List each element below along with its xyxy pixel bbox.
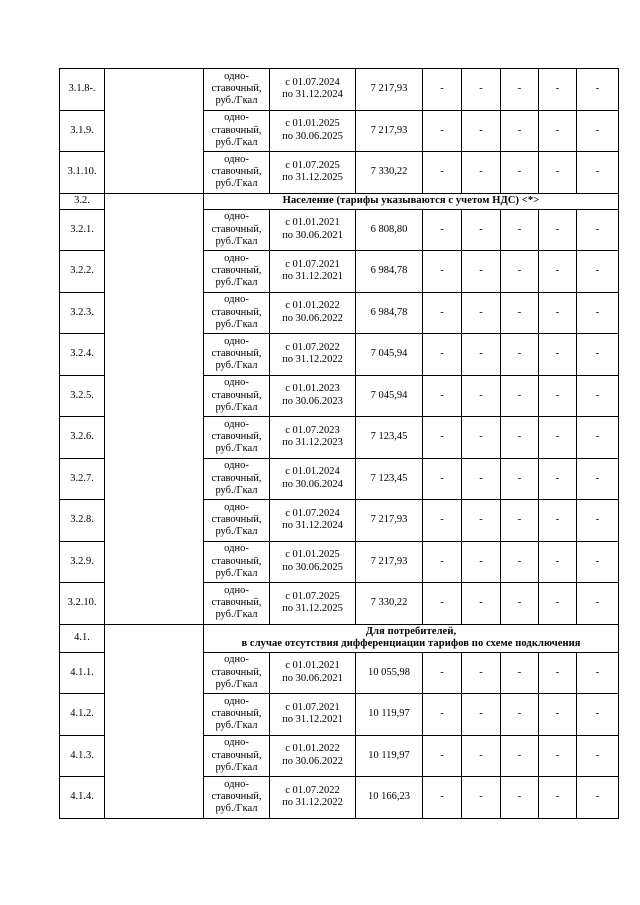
empty-value-cell: - [539, 694, 577, 736]
unit-cell [204, 334, 270, 376]
unit-line: одно- [224, 543, 249, 555]
unit-line: ставочный, [211, 555, 262, 567]
row-code-cell: 3.2.7. [60, 458, 105, 500]
tariff-value-cell: 7 217,93 [356, 500, 423, 542]
period-to: по 31.12.2023 [282, 437, 343, 449]
tariff-value-cell: 7 217,93 [356, 69, 423, 111]
empty-value-cell: - [539, 334, 577, 376]
period-to: по 31.12.2024 [282, 520, 343, 532]
section-title-line: в случае отсутствия дифференциации тарифов по схеме подключения [241, 638, 581, 649]
empty-value-cell: - [577, 583, 619, 625]
empty-value-cell: - [539, 652, 577, 694]
empty-value-cell: - [501, 152, 539, 194]
period-from: с 01.01.2024 [285, 466, 340, 478]
period-from: с 01.07.2024 [285, 507, 340, 519]
unit-line: руб./Гкал [215, 235, 258, 247]
empty-value-cell: - [423, 209, 462, 251]
empty-value-cell: - [539, 110, 577, 152]
empty-value-cell: - [423, 694, 462, 736]
empty-value-cell: - [577, 334, 619, 376]
unit-line: руб./Гкал [215, 178, 258, 190]
row-code-cell: 3.2.3. [60, 292, 105, 334]
period-to: по 31.12.2024 [282, 89, 343, 101]
period-from: с 01.01.2025 [285, 118, 340, 130]
tariff-value-cell: 10 166,23 [356, 777, 423, 819]
unit-line: ставочный, [211, 83, 262, 95]
empty-value-cell: - [462, 251, 501, 293]
period-cell [270, 334, 356, 376]
row-code-cell: 4.1.4. [60, 777, 105, 819]
empty-value-cell: - [423, 500, 462, 542]
unit-line: ставочный, [211, 472, 262, 484]
period-to: по 31.12.2025 [282, 172, 343, 184]
row-code-cell: 3.2.5. [60, 375, 105, 417]
empty-value-cell: - [539, 583, 577, 625]
period-to: по 30.06.2023 [282, 395, 343, 407]
empty-value-cell: - [539, 735, 577, 777]
tariff-value-cell: 6 984,78 [356, 292, 423, 334]
empty-value-cell: - [423, 334, 462, 376]
period-cell [270, 458, 356, 500]
unit-line: ставочный, [211, 749, 262, 761]
period-cell [270, 251, 356, 293]
empty-value-cell: - [577, 500, 619, 542]
empty-value-cell: - [423, 735, 462, 777]
row-code-cell: 3.1.10. [60, 152, 105, 194]
unit-line: ставочный, [211, 597, 262, 609]
empty-value-cell: - [577, 735, 619, 777]
period-to: по 31.12.2022 [282, 354, 343, 366]
unit-line: одно- [224, 377, 249, 389]
unit-cell [204, 500, 270, 542]
unit-line: одно- [224, 460, 249, 472]
tariff-value-cell: 7 123,45 [356, 458, 423, 500]
empty-value-cell: - [539, 541, 577, 583]
period-to: по 31.12.2025 [282, 603, 343, 615]
section-title [204, 624, 619, 652]
empty-value-cell: - [462, 735, 501, 777]
row-code-cell: 3.1.8-. [60, 69, 105, 111]
period-cell [270, 417, 356, 459]
unit-line: одно- [224, 335, 249, 347]
empty-value-cell: - [577, 110, 619, 152]
unit-cell [204, 777, 270, 819]
period-from: с 01.07.2021 [285, 701, 340, 713]
period-to: по 30.06.2025 [282, 130, 343, 142]
empty-value-cell: - [462, 69, 501, 111]
empty-value-cell: - [577, 417, 619, 459]
empty-value-cell: - [501, 209, 539, 251]
period-from: с 01.01.2025 [285, 549, 340, 561]
consumer-group-cell [105, 69, 204, 194]
unit-cell [204, 292, 270, 334]
section-code-cell: 3.2. [60, 193, 105, 209]
period-to: по 30.06.2021 [282, 229, 343, 241]
unit-line: ставочный, [211, 166, 262, 178]
empty-value-cell: - [423, 777, 462, 819]
empty-value-cell: - [501, 334, 539, 376]
empty-value-cell: - [462, 500, 501, 542]
empty-value-cell: - [423, 110, 462, 152]
row-code-cell: 3.2.9. [60, 541, 105, 583]
empty-value-cell: - [501, 694, 539, 736]
unit-line: ставочный, [211, 666, 262, 678]
empty-value-cell: - [462, 292, 501, 334]
empty-value-cell: - [539, 417, 577, 459]
period-cell [270, 541, 356, 583]
period-to: по 31.12.2021 [282, 714, 343, 726]
empty-value-cell: - [539, 375, 577, 417]
period-to: по 30.06.2021 [282, 672, 343, 684]
unit-cell [204, 209, 270, 251]
unit-cell [204, 152, 270, 194]
unit-cell [204, 110, 270, 152]
unit-line: одно- [224, 294, 249, 306]
row-code-cell: 3.1.9. [60, 110, 105, 152]
unit-line: ставочный, [211, 791, 262, 803]
unit-line: руб./Гкал [215, 678, 258, 690]
unit-line: руб./Гкал [215, 761, 258, 773]
unit-line: ставочный, [211, 223, 262, 235]
period-to: по 30.06.2022 [282, 755, 343, 767]
empty-value-cell: - [577, 292, 619, 334]
unit-cell [204, 251, 270, 293]
unit-cell [204, 69, 270, 111]
empty-value-cell: - [577, 652, 619, 694]
period-cell [270, 735, 356, 777]
period-cell [270, 110, 356, 152]
unit-cell [204, 458, 270, 500]
consumer-group-cell [105, 193, 204, 624]
period-cell [270, 583, 356, 625]
empty-value-cell: - [462, 777, 501, 819]
tariff-value-cell: 7 045,94 [356, 334, 423, 376]
period-to: по 30.06.2022 [282, 312, 343, 324]
unit-line: одно- [224, 778, 249, 790]
empty-value-cell: - [423, 152, 462, 194]
row-code-cell: 4.1.1. [60, 652, 105, 694]
unit-line: руб./Гкал [215, 526, 258, 538]
unit-line: одно- [224, 501, 249, 513]
empty-value-cell: - [539, 251, 577, 293]
empty-value-cell: - [501, 500, 539, 542]
period-from: с 01.07.2022 [285, 341, 340, 353]
tariff-value-cell: 6 984,78 [356, 251, 423, 293]
tariff-value-cell: 10 119,97 [356, 735, 423, 777]
empty-value-cell: - [501, 69, 539, 111]
unit-line: ставочный, [211, 389, 262, 401]
empty-value-cell: - [423, 652, 462, 694]
unit-line: руб./Гкал [215, 318, 258, 330]
unit-line: руб./Гкал [215, 136, 258, 148]
empty-value-cell: - [462, 334, 501, 376]
unit-line: одно- [224, 418, 249, 430]
table-row [60, 69, 619, 111]
unit-line: руб./Гкал [215, 443, 258, 455]
empty-value-cell: - [539, 458, 577, 500]
row-code-cell: 3.2.6. [60, 417, 105, 459]
unit-line: ставочный, [211, 431, 262, 443]
period-from: с 01.01.2022 [285, 300, 340, 312]
empty-value-cell: - [462, 694, 501, 736]
unit-line: руб./Гкал [215, 95, 258, 107]
period-to: по 30.06.2024 [282, 478, 343, 490]
unit-line: одно- [224, 737, 249, 749]
unit-line: одно- [224, 211, 249, 223]
unit-cell [204, 694, 270, 736]
unit-line: руб./Гкал [215, 401, 258, 413]
empty-value-cell: - [423, 541, 462, 583]
empty-value-cell: - [462, 110, 501, 152]
unit-cell [204, 652, 270, 694]
empty-value-cell: - [501, 417, 539, 459]
tariff-value-cell: 10 119,97 [356, 694, 423, 736]
period-from: с 01.07.2025 [285, 159, 340, 171]
unit-cell [204, 375, 270, 417]
empty-value-cell: - [462, 541, 501, 583]
row-code-cell: 3.2.10. [60, 583, 105, 625]
empty-value-cell: - [462, 458, 501, 500]
period-cell [270, 292, 356, 334]
unit-line: ставочный, [211, 124, 262, 136]
row-code-cell: 3.2.4. [60, 334, 105, 376]
empty-value-cell: - [501, 777, 539, 819]
empty-value-cell: - [462, 375, 501, 417]
unit-line: одно- [224, 695, 249, 707]
row-code-cell: 4.1.2. [60, 694, 105, 736]
empty-value-cell: - [501, 458, 539, 500]
unit-line: руб./Гкал [215, 567, 258, 579]
unit-line: руб./Гкал [215, 803, 258, 815]
empty-value-cell: - [577, 209, 619, 251]
empty-value-cell: - [577, 777, 619, 819]
row-code-cell: 3.2.8. [60, 500, 105, 542]
tariff-value-cell: 6 808,80 [356, 209, 423, 251]
empty-value-cell: - [501, 541, 539, 583]
period-from: с 01.01.2021 [285, 660, 340, 672]
period-from: с 01.01.2021 [285, 217, 340, 229]
empty-value-cell: - [423, 375, 462, 417]
empty-value-cell: - [539, 69, 577, 111]
unit-line: руб./Гкал [215, 360, 258, 372]
unit-line: ставочный, [211, 306, 262, 318]
empty-value-cell: - [577, 251, 619, 293]
section-row [60, 193, 619, 209]
empty-value-cell: - [501, 292, 539, 334]
unit-line: руб./Гкал [215, 720, 258, 732]
period-cell [270, 152, 356, 194]
empty-value-cell: - [423, 417, 462, 459]
period-cell [270, 694, 356, 736]
consumer-group-cell [105, 624, 204, 818]
tariff-value-cell: 7 217,93 [356, 541, 423, 583]
empty-value-cell: - [423, 251, 462, 293]
tariff-value-cell: 7 330,22 [356, 152, 423, 194]
period-from: с 01.07.2023 [285, 424, 340, 436]
empty-value-cell: - [539, 292, 577, 334]
section-row [60, 624, 619, 652]
row-code-cell: 3.2.2. [60, 251, 105, 293]
empty-value-cell: - [462, 583, 501, 625]
period-to: по 30.06.2025 [282, 561, 343, 573]
period-cell [270, 375, 356, 417]
section-title: Население (тарифы указываются с учетом НДС) <*> [204, 193, 619, 209]
unit-cell [204, 583, 270, 625]
unit-line: ставочный, [211, 348, 262, 360]
empty-value-cell: - [462, 417, 501, 459]
unit-cell [204, 417, 270, 459]
unit-cell [204, 735, 270, 777]
unit-line: одно- [224, 70, 249, 82]
unit-line: ставочный, [211, 265, 262, 277]
empty-value-cell: - [577, 375, 619, 417]
empty-value-cell: - [423, 69, 462, 111]
empty-value-cell: - [577, 69, 619, 111]
period-from: с 01.07.2025 [285, 590, 340, 602]
empty-value-cell: - [423, 292, 462, 334]
unit-line: одно- [224, 153, 249, 165]
empty-value-cell: - [501, 583, 539, 625]
empty-value-cell: - [462, 209, 501, 251]
unit-line: одно- [224, 654, 249, 666]
period-cell [270, 500, 356, 542]
unit-line: ставочный, [211, 708, 262, 720]
tariff-value-cell: 10 055,98 [356, 652, 423, 694]
empty-value-cell: - [539, 209, 577, 251]
period-cell [270, 652, 356, 694]
unit-line: руб./Гкал [215, 277, 258, 289]
section-code-cell: 4.1. [60, 624, 105, 652]
empty-value-cell: - [501, 735, 539, 777]
unit-line: руб./Гкал [215, 484, 258, 496]
section-title-line: Для потребителей, [365, 625, 457, 637]
unit-line: одно- [224, 252, 249, 264]
period-to: по 31.12.2021 [282, 271, 343, 283]
unit-line: одно- [224, 584, 249, 596]
empty-value-cell: - [577, 694, 619, 736]
period-from: с 01.01.2022 [285, 743, 340, 755]
empty-value-cell: - [423, 458, 462, 500]
empty-value-cell: - [462, 152, 501, 194]
tariff-value-cell: 7 123,45 [356, 417, 423, 459]
period-cell [270, 777, 356, 819]
period-cell [270, 69, 356, 111]
tariff-value-cell: 7 330,22 [356, 583, 423, 625]
period-from: с 01.07.2021 [285, 258, 340, 270]
empty-value-cell: - [423, 583, 462, 625]
row-code-cell: 3.2.1. [60, 209, 105, 251]
period-from: с 01.01.2023 [285, 383, 340, 395]
empty-value-cell: - [539, 152, 577, 194]
unit-cell [204, 541, 270, 583]
tariff-value-cell: 7 045,94 [356, 375, 423, 417]
tariff-value-cell: 7 217,93 [356, 110, 423, 152]
empty-value-cell: - [462, 652, 501, 694]
empty-value-cell: - [501, 652, 539, 694]
empty-value-cell: - [539, 777, 577, 819]
row-code-cell: 4.1.3. [60, 735, 105, 777]
empty-value-cell: - [577, 541, 619, 583]
period-from: с 01.07.2024 [285, 76, 340, 88]
empty-value-cell: - [501, 110, 539, 152]
empty-value-cell: - [539, 500, 577, 542]
empty-value-cell: - [577, 152, 619, 194]
empty-value-cell: - [501, 251, 539, 293]
period-cell [270, 209, 356, 251]
unit-line: ставочный, [211, 514, 262, 526]
tariff-table [59, 68, 619, 819]
empty-value-cell: - [501, 375, 539, 417]
period-from: с 01.07.2022 [285, 784, 340, 796]
empty-value-cell: - [577, 458, 619, 500]
period-to: по 31.12.2022 [282, 797, 343, 809]
unit-line: одно- [224, 112, 249, 124]
unit-line: руб./Гкал [215, 609, 258, 621]
